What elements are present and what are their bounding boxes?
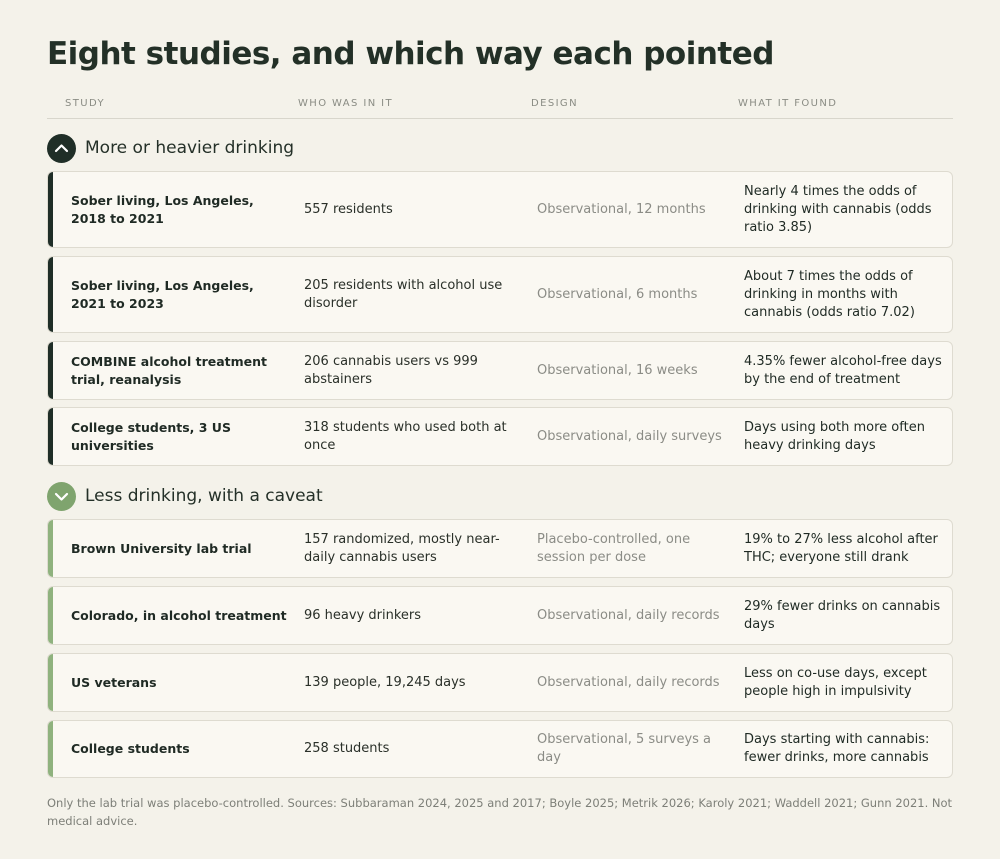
- participants-cell: 258 students: [304, 741, 390, 756]
- design-cell: Observational, 5 surveys a day: [537, 732, 712, 765]
- finding-cell: Less on co-use days, except people high in impulsivity: [744, 665, 927, 699]
- participants-cell: 205 residents with alcohol use disorder: [304, 277, 503, 311]
- direction-bar: [48, 721, 53, 777]
- design-cell: Observational, daily records: [537, 607, 720, 623]
- design-cell: Observational, daily records: [537, 674, 720, 690]
- study-cell: COMBINE alcohol treatment trial, reanalysis: [71, 353, 268, 387]
- study-cell: Colorado, in alcohol treatment: [71, 607, 287, 623]
- participants-cell: 206 cannabis users vs 999 abstainers: [304, 353, 478, 387]
- group-label: More or heavier drinking: [85, 138, 295, 158]
- design-cell: Observational, 12 months: [537, 201, 706, 217]
- design-cell: Observational, 16 weeks: [537, 362, 698, 378]
- study-cell: College students: [71, 741, 190, 756]
- direction-bar: [48, 587, 53, 644]
- finding-cell: Nearly 4 times the odds of drinking with cannabis (odds ratio 3.85): [744, 183, 932, 235]
- page-title: Eight studies, and which way each pointed: [47, 36, 774, 72]
- direction-bar: [48, 172, 53, 247]
- design-cell: Observational, 6 months: [537, 286, 698, 302]
- participants-cell: 139 people, 19,245 days: [304, 674, 466, 690]
- table-row: [47, 586, 953, 645]
- direction-bar: [48, 342, 53, 399]
- table-row: [47, 653, 953, 712]
- finding-cell: Days starting with cannabis: fewer drinks, more cannabis: [744, 732, 930, 765]
- participants-cell: 318 students who used both at once: [304, 419, 507, 453]
- group-label: Less drinking, with a caveat: [85, 486, 323, 506]
- direction-bar: [48, 257, 53, 332]
- column-header-row: [47, 96, 953, 119]
- group-header-more-drinking: [47, 134, 647, 164]
- study-cell: College students, 3 US universities: [71, 419, 231, 453]
- chevron-up-icon: [47, 134, 76, 163]
- participants-cell: 96 heavy drinkers: [304, 607, 422, 623]
- table-row: [47, 720, 953, 778]
- design-cell: Observational, daily surveys: [537, 428, 722, 444]
- finding-cell: Days using both more often heavy drinking days: [744, 419, 925, 453]
- column-header-found: WHAT IT FOUND: [738, 98, 838, 109]
- group-header-less-drinking: [47, 482, 647, 512]
- chevron-down-icon: [47, 482, 76, 511]
- finding-cell: 29% fewer drinks on cannabis days: [744, 598, 941, 632]
- participants-cell: 157 randomized, mostly near-daily cannabis users: [304, 531, 500, 565]
- table-row: [47, 341, 953, 400]
- study-cell: Sober living, Los Angeles, 2018 to 2021: [71, 192, 254, 226]
- participants-cell: 557 residents: [304, 201, 393, 217]
- table-row: [47, 407, 953, 466]
- direction-bar: [48, 408, 53, 465]
- column-header-study: STUDY: [65, 98, 106, 109]
- table-row: [47, 256, 953, 333]
- finding-cell: About 7 times the odds of drinking in months with cannabis (odds ratio 7.02): [744, 268, 915, 320]
- study-cell: Brown University lab trial: [71, 540, 252, 556]
- finding-cell: 19% to 27% less alcohol after THC; everyone still drank: [744, 531, 938, 565]
- table-row: [47, 171, 953, 248]
- column-header-design: DESIGN: [531, 98, 578, 109]
- study-cell: Sober living, Los Angeles, 2021 to 2023: [71, 277, 254, 311]
- column-header-who: WHO WAS IN IT: [298, 98, 394, 109]
- direction-bar: [48, 520, 53, 577]
- table-row: [47, 519, 953, 578]
- direction-bar: [48, 654, 53, 711]
- study-cell: US veterans: [71, 674, 157, 690]
- design-cell: Placebo-controlled, one session per dose: [537, 531, 691, 565]
- footnote: Only the lab trial was placebo-controlled. Sources: Subbaraman 2024, 2025 and 2017; Boyle 2025; Metrik 2026; Karoly 2021; Waddell 2021; Gunn 2021. Not medical advice.: [47, 796, 953, 828]
- finding-cell: 4.35% fewer alcohol-free days by the end of treatment: [744, 353, 942, 387]
